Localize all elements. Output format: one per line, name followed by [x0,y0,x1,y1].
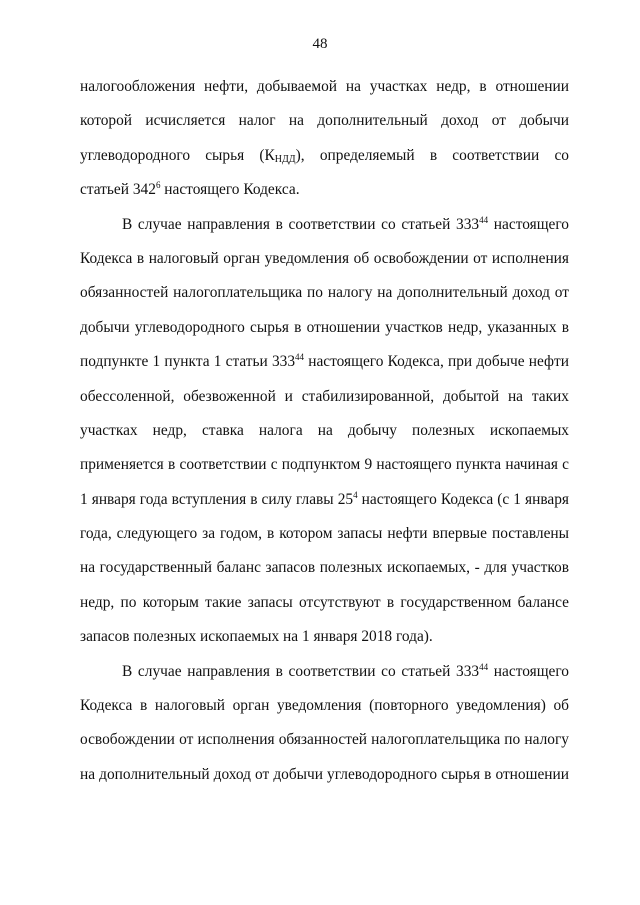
text-segment: статьей 342 [80,181,156,199]
superscript: 6 [155,180,161,191]
text-line-p2-l4 [80,311,569,345]
text-segment: на дополнительный доход от добычи углеводородного сырья в отношении [80,765,569,783]
text-line-p2-l9 [80,483,569,517]
text-segment: запасов полезных ископаемых на 1 января 2018 года). [80,628,433,646]
text-segment: на государственный баланс запасов полезных ископаемых, - для участков [80,559,569,577]
text-segment: которой исчисляется налог на дополнительный доход от добычи [80,112,569,130]
superscript: 44 [295,352,305,363]
text-line-p2-l1 [80,208,569,242]
text-line-p3-l3 [80,723,569,757]
text-segment: Кодекса в налоговый орган уведомления (повторного уведомления) об [80,697,569,715]
text-segment: ), определяемый в соответствии со [295,146,569,164]
text-line-p1-l1 [80,70,569,104]
text-segment: применяется в соответствии с подпунктом 9 настоящего пункта начиная с [80,456,569,474]
text-segment: настоящего [488,662,569,680]
text-line-p2-l5 [80,345,569,379]
text-line-p2-l10 [80,517,569,551]
text-segment: настоящего Кодекса (с 1 января [357,490,569,508]
text-line-p3-l4 [80,758,569,792]
text-segment: подпункте 1 пункта 1 статьи 333 [80,353,296,371]
text-segment: освобождении от исполнения обязанностей налогоплательщика по налогу [80,731,569,749]
document-body [80,70,569,792]
text-line-p3-l2 [80,689,569,723]
text-line-p2-l6 [80,380,569,414]
text-line-p2-l12 [80,586,569,620]
text-line-p2-l11 [80,551,569,585]
text-segment: участках недр, ставка налога на добычу полезных ископаемых [80,421,569,439]
text-line-p2-l7 [80,414,569,448]
text-segment: углеводородного сырья (К [80,146,275,164]
text-line-p2-l2 [80,242,569,276]
text-segment: настоящего Кодекса, при добыче нефти [304,353,569,371]
text-line-p1-l3 [80,139,569,173]
text-segment: 1 января года вступления в силу главы 25 [80,490,354,508]
text-line-p2-l8 [80,448,569,482]
text-segment: обязанностей налогоплательщика по налогу на дополнительный доход от [80,284,569,302]
text-segment: настоящего Кодекса. [160,181,300,199]
page-number: 48 [312,36,328,52]
text-segment: настоящего [488,215,569,233]
text-line-p3-l1 [80,655,569,689]
text-line-p1-l2 [80,104,569,138]
text-segment: года, следующего за годом, в котором запасы нефти впервые поставлены [80,525,569,543]
superscript: 44 [479,661,489,672]
text-segment: Кодекса в налоговый орган уведомления об освобождении от исполнения [80,249,569,267]
text-segment: налогообложения нефти, добываемой на участках недр, в отношении [80,78,569,95]
text-segment: недр, по которым такие запасы отсутствуют в государственном балансе [80,593,569,611]
text-line-p1-l4 [80,173,569,207]
text-segment: добычи углеводородного сырья в отношении участков недр, указанных в [80,318,569,336]
text-segment: В случае направления в соответствии со статьей 333 [122,662,480,680]
superscript: 44 [479,214,489,225]
text-line-p2-l13 [80,620,569,654]
text-line-p2-l3 [80,276,569,310]
text-segment: обессоленной, обезвоженной и стабилизированной, добытой на таких [80,387,569,405]
text-segment: В случае направления в соответствии со статьей 333 [122,215,480,233]
superscript: 4 [353,489,358,500]
subscript: НДД [274,153,296,165]
